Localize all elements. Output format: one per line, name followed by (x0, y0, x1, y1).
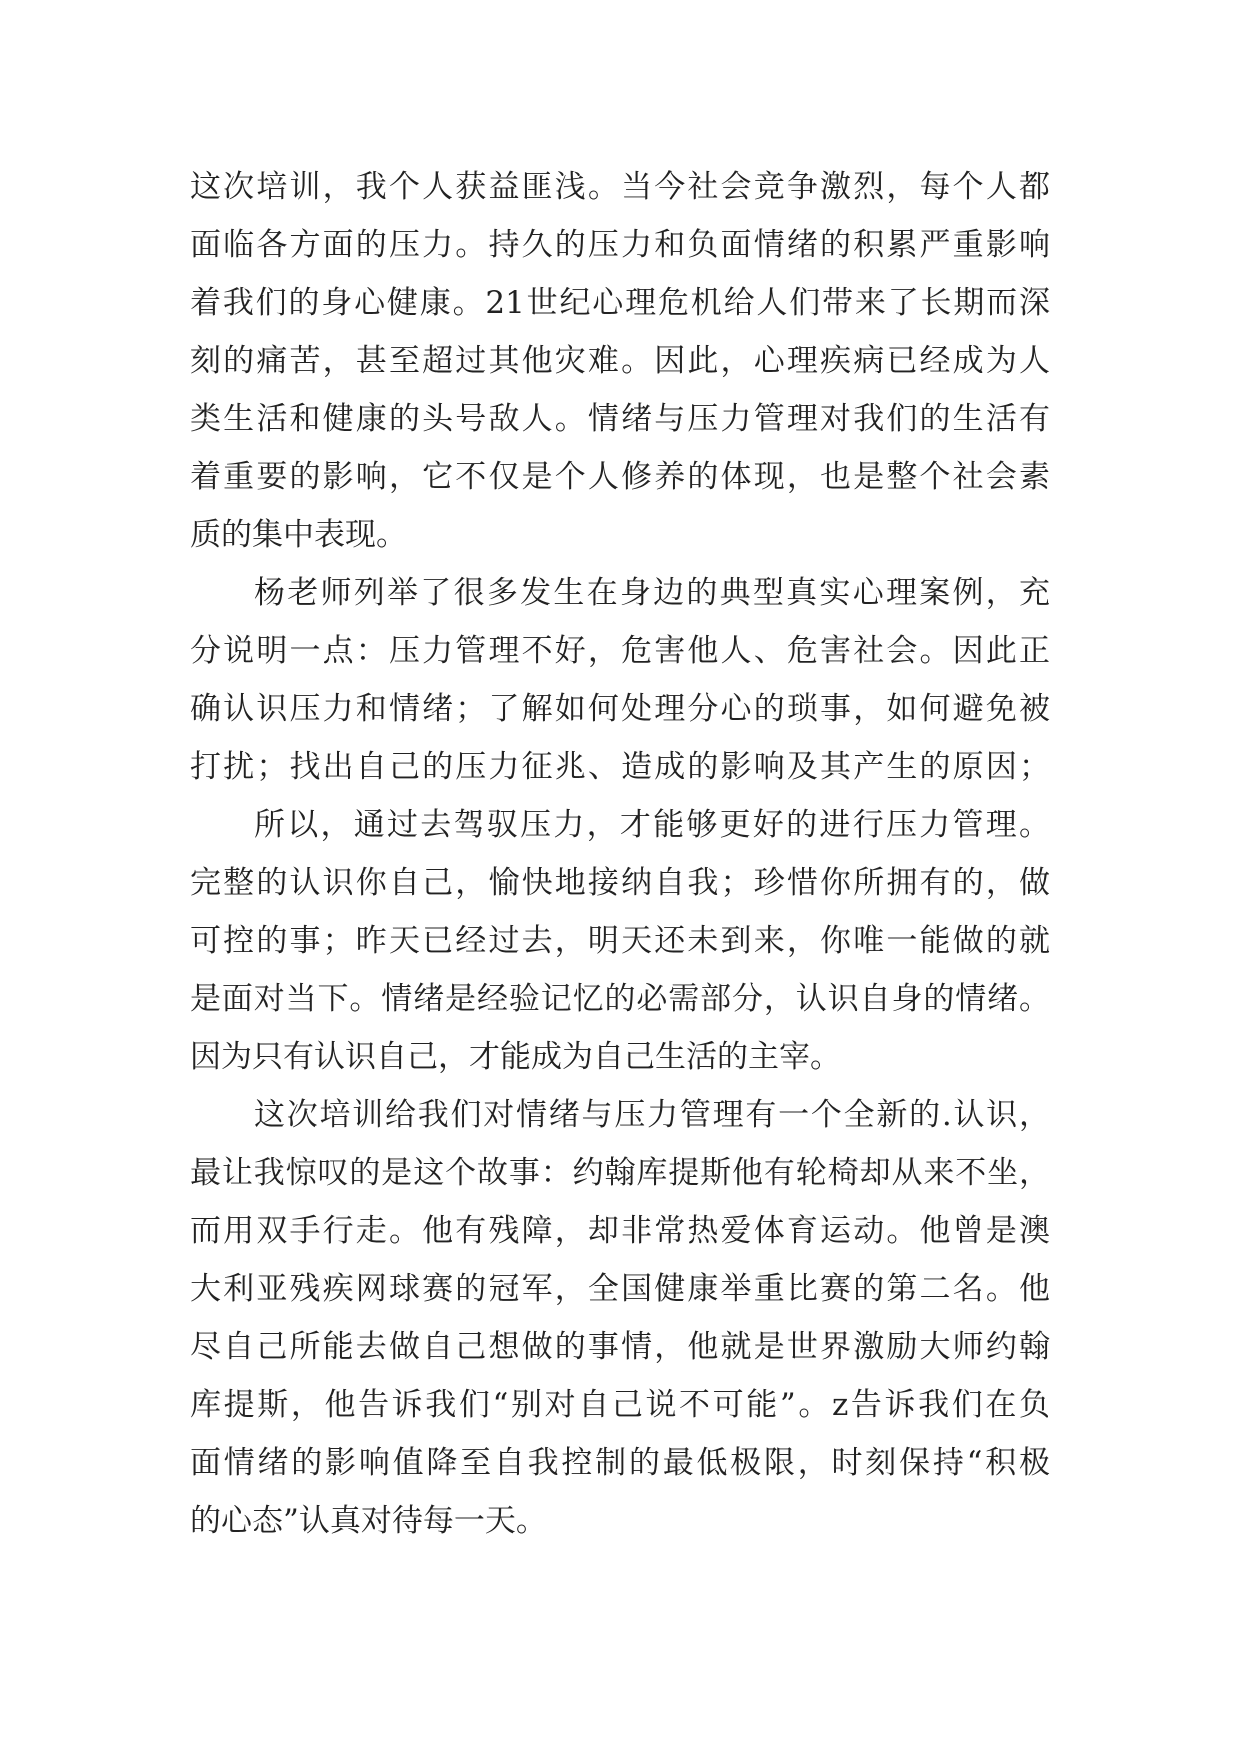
paragraph-4 (190, 1086, 1050, 1550)
text-line: 尽自己所能去做自己想做的事情，他就是世界激励大师约翰 (190, 1329, 1050, 1365)
text-line: 着我们的身心健康。21世纪心理危机给人们带来了长期而深 (190, 285, 1050, 321)
paragraph-3 (190, 796, 1050, 1086)
paragraph-1 (190, 158, 1050, 564)
text-line: 最让我惊叹的是这个故事：约翰库提斯他有轮椅却从来不坐， (190, 1155, 1050, 1191)
text-line: 面情绪的影响值降至自我控制的最低极限，时刻保持“积极 (190, 1445, 1050, 1481)
text-line: 类生活和健康的头号敌人。情绪与压力管理对我们的生活有 (190, 401, 1050, 437)
text-line: 这次培训，我个人获益匪浅。当今社会竞争激烈，每个人都 (190, 169, 1050, 205)
text-line: 所以，通过去驾驭压力，才能够更好的进行压力管理。 (254, 807, 1050, 843)
text-line: 的心态”认真对待每一天。 (190, 1503, 547, 1539)
text-line: 而用双手行走。他有残障，却非常热爱体育运动。他曾是澳 (190, 1213, 1050, 1249)
text-line: 确认识压力和情绪；了解如何处理分心的琐事，如何避免被 (190, 691, 1050, 727)
text-line: 质的集中表现。 (190, 517, 407, 553)
text-line: 是面对当下。情绪是经验记忆的必需部分，认识自身的情绪。 (190, 981, 1050, 1017)
text-line: 完整的认识你自己，愉快地接纳自我；珍惜你所拥有的，做 (190, 865, 1050, 901)
document-body (190, 158, 1050, 1550)
text-line: 库提斯，他告诉我们“别对自己说不可能”。z告诉我们在负 (190, 1387, 1050, 1423)
text-line: 打扰；找出自己的压力征兆、造成的影响及其产生的原因； (190, 749, 1050, 785)
text-line: 面临各方面的压力。持久的压力和负面情绪的积累严重影响 (190, 227, 1050, 263)
text-line: 分说明一点：压力管理不好，危害他人、危害社会。因此正 (190, 633, 1050, 669)
text-line: 杨老师列举了很多发生在身边的典型真实心理案例，充 (254, 575, 1050, 611)
text-line: 大利亚残疾网球赛的冠军，全国健康举重比赛的第二名。他 (190, 1271, 1050, 1307)
text-line: 着重要的影响，它不仅是个人修养的体现，也是整个社会素 (190, 459, 1050, 495)
text-line: 这次培训给我们对情绪与压力管理有一个全新的.认识， (254, 1097, 1050, 1133)
text-line: 因为只有认识自己，才能成为自己生活的主宰。 (190, 1039, 841, 1075)
text-line: 刻的痛苦，甚至超过其他灾难。因此，心理疾病已经成为人 (190, 343, 1050, 379)
text-line: 可控的事；昨天已经过去，明天还未到来，你唯一能做的就 (190, 923, 1050, 959)
paragraph-2 (190, 564, 1050, 796)
